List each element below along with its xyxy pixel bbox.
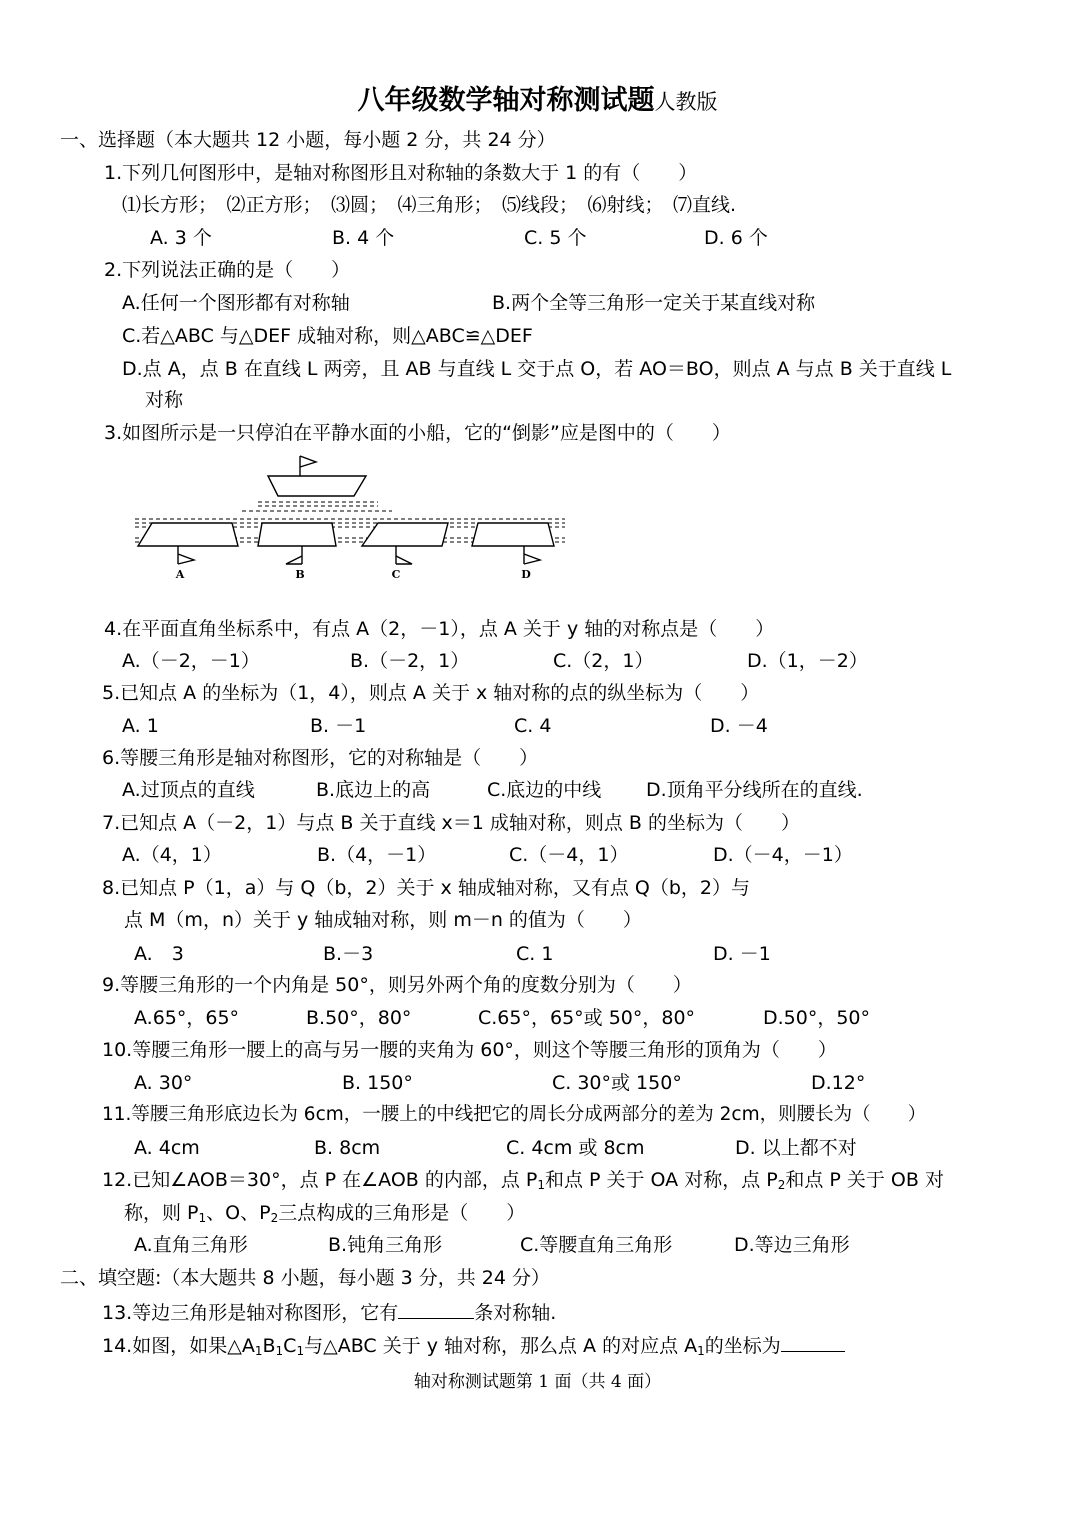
- q14-sub-4: 1: [697, 1344, 705, 1358]
- boat-original: [268, 456, 366, 496]
- q11-option-c: C. 4cm 或 8cm: [506, 1137, 645, 1159]
- q14-sub-1: 1: [254, 1344, 263, 1358]
- title-version: 人教版: [654, 90, 718, 114]
- q4-option-c: C.（2，1）: [553, 650, 654, 672]
- q10-stem: 10.等腰三角形一腰上的高与另一腰的夹角为 60°，则这个等腰三角形的顶角为（ ）: [102, 1039, 837, 1061]
- q12-option-a: A.直角三角形: [134, 1234, 248, 1256]
- reflection-option-d: [472, 523, 554, 564]
- q5-option-c: C. 4: [514, 715, 552, 737]
- q4-option-d: D.（1，－2）: [747, 650, 868, 672]
- figure-label-a: A: [175, 568, 185, 581]
- q8-stem-line2: 点 M（m，n）关于 y 轴成轴对称，则 m－n 的值为（ ）: [124, 909, 642, 931]
- q12-sub-1: 1: [537, 1178, 545, 1192]
- figure-label-d: D: [521, 568, 531, 581]
- q10-option-b: B. 150°: [342, 1072, 413, 1094]
- q4-option-b: B.（－2，1）: [350, 650, 470, 672]
- q6-option-d: D.顶角平分线所在的直线.: [646, 779, 863, 801]
- q9-option-c: C.65°，65°或 50°，80°: [478, 1007, 696, 1029]
- q9-stem: 9.等腰三角形的一个内角是 50°，则另外两个角的度数分别为（ ）: [102, 974, 692, 996]
- q2-option-c: C.若△ABC 与△DEF 成轴对称，则△ABC≌△DEF: [122, 325, 533, 347]
- q12-text-2: 和点 P 关于 OA 对称，点 P: [544, 1169, 778, 1191]
- q6-option-a: A.过顶点的直线: [122, 779, 255, 801]
- reflection-option-a: [138, 523, 238, 564]
- page-title: [0, 78, 1075, 117]
- q12-text-1: 12.已知∠AOB＝30°，点 P 在∠AOB 的内部，点 P: [102, 1169, 538, 1191]
- q11-option-d: D. 以上都不对: [735, 1137, 857, 1159]
- q14-text-1: 14.如图，如果△A: [102, 1335, 255, 1357]
- q12-text-6: 三点构成的三角形是（ ）: [278, 1202, 526, 1224]
- figure-label-b: B: [295, 568, 305, 581]
- q12-sub-3: 1: [198, 1211, 207, 1225]
- q2-option-a: A.任何一个图形都有对称轴: [122, 292, 350, 314]
- q13-text-1: 13.等边三角形是轴对称图形，它有: [102, 1302, 399, 1324]
- q10-option-d: D.12°: [811, 1072, 866, 1094]
- q7-option-b: B.（4，－1）: [317, 844, 437, 866]
- q1-option-d: D. 6 个: [704, 227, 768, 249]
- q2-option-d: D.点 A，点 B 在直线 L 两旁，且 AB 与直线 L 交于点 O，若 AO＝BO，则点 A 与点 B 关于直线 L: [122, 358, 952, 380]
- q12-sub-4: 2: [270, 1211, 279, 1225]
- q11-option-b: B. 8cm: [314, 1137, 381, 1159]
- q14-text-3: C: [283, 1335, 297, 1357]
- q13-stem: [102, 1298, 556, 1325]
- figure-label-c: C: [391, 568, 401, 581]
- q4-option-a: A.（－2，－1）: [122, 650, 260, 672]
- q5-option-a: A. 1: [122, 715, 159, 737]
- q9-option-b: B.50°，80°: [306, 1007, 412, 1029]
- q1-option-b: B. 4 个: [332, 227, 395, 249]
- q14-text-2: B: [262, 1335, 276, 1357]
- q12-text-4: 称，则 P: [124, 1202, 199, 1224]
- q12-option-b: B.钝角三角形: [328, 1234, 443, 1256]
- q14-stem: [102, 1331, 845, 1363]
- q2-option-b: B.两个全等三角形一定关于某直线对称: [492, 292, 816, 314]
- q1-option-a: A. 3 个: [150, 227, 212, 249]
- q5-option-d: D. －4: [710, 715, 768, 737]
- q13-answer-blank[interactable]: [398, 1298, 474, 1319]
- section-heading-1: 一、选择题（本大题共 12 小题，每小题 2 分，共 24 分）: [60, 129, 556, 151]
- q7-option-a: A.（4，1）: [122, 844, 222, 866]
- section-heading-2: 二、填空题:（本大题共 8 小题，每小题 3 分，共 24 分）: [60, 1267, 550, 1289]
- q14-sub-2: 1: [275, 1344, 284, 1358]
- q7-stem: 7.已知点 A（－2，1）与点 B 关于直线 x＝1 成轴对称，则点 B 的坐标为（ ）: [102, 812, 800, 834]
- q6-option-c: C.底边的中线: [487, 779, 602, 801]
- q8-option-c: C. 1: [516, 943, 554, 965]
- q3-stem: 3.如图所示是一只停泊在平静水面的小船，它的“倒影”应是图中的（ ）: [104, 422, 731, 444]
- q12-option-c: C.等腰直角三角形: [520, 1234, 673, 1256]
- q10-option-a: A. 30°: [134, 1072, 193, 1094]
- q12-stem-line2: [124, 1201, 525, 1230]
- q12-text-5: 、O、P: [206, 1202, 271, 1224]
- q2-stem: 2.下列说法正确的是（ ）: [104, 259, 351, 281]
- page-footer: 轴对称测试题第 1 面（共 4 面）: [413, 1372, 662, 1392]
- q8-option-d: D. －1: [713, 943, 771, 965]
- boat-figure-svg: [130, 450, 570, 585]
- q5-stem: 5.已知点 A 的坐标为（1，4），则点 A 关于 x 轴对称的点的纵坐标为（ ）: [102, 682, 760, 704]
- q12-text-3: 和点 P 关于 OB 对: [785, 1169, 944, 1191]
- reflection-option-c: [362, 523, 448, 564]
- q5-option-b: B. －1: [310, 715, 367, 737]
- q8-stem-line1: 8.已知点 P（1，a）与 Q（b，2）关于 x 轴成轴对称，又有点 Q（b，2）与: [102, 877, 750, 899]
- q12-option-d: D.等边三角形: [734, 1234, 850, 1256]
- q13-text-2: 条对称轴.: [474, 1302, 557, 1324]
- q8-option-a: A. 3: [134, 943, 184, 965]
- q14-text-5: 的坐标为: [704, 1335, 781, 1357]
- q1-stem: 1.下列几何图形中，是轴对称图形且对称轴的条数大于 1 的有（ ）: [104, 162, 698, 184]
- q10-option-c: C. 30°或 150°: [552, 1072, 682, 1094]
- q12-stem-line1: [102, 1168, 944, 1197]
- q12-sub-2: 2: [777, 1178, 786, 1192]
- q8-option-b: B.－3: [323, 943, 374, 965]
- q7-option-d: D.（－4，－1）: [713, 844, 853, 866]
- q9-option-a: A.65°，65°: [134, 1007, 240, 1029]
- q1-sub: ⑴长方形； ⑵正方形； ⑶圆； ⑷三角形； ⑸线段； ⑹射线； ⑺直线.: [122, 194, 737, 216]
- q14-sub-3: 1: [296, 1344, 305, 1358]
- boat-reflection-figure: [130, 450, 570, 589]
- q6-option-b: B.底边上的高: [316, 779, 431, 801]
- q6-stem: 6.等腰三角形是轴对称图形，它的对称轴是（ ）: [102, 747, 539, 769]
- q14-text-4: 与△ABC 关于 y 轴对称，那么点 A 的对应点 A: [304, 1335, 698, 1357]
- q7-option-c: C.（－4，1）: [509, 844, 629, 866]
- reflection-option-b: [258, 523, 336, 564]
- q4-stem: 4.在平面直角坐标系中，有点 A（2，－1），点 A 关于 y 轴的对称点是（ ）: [104, 618, 775, 640]
- q11-stem: 11.等腰三角形底边长为 6cm，一腰上的中线把它的周长分成两部分的差为 2cm，则腰长为（ ）: [102, 1104, 927, 1125]
- q11-option-a: A. 4cm: [134, 1137, 200, 1159]
- q1-option-c: C. 5 个: [524, 227, 587, 249]
- title-main: 八年级数学轴对称测试题: [357, 85, 655, 116]
- q9-option-d: D.50°，50°: [763, 1007, 871, 1029]
- q14-answer-blank[interactable]: [781, 1331, 845, 1352]
- q2-option-d-cont: 对称: [145, 389, 184, 411]
